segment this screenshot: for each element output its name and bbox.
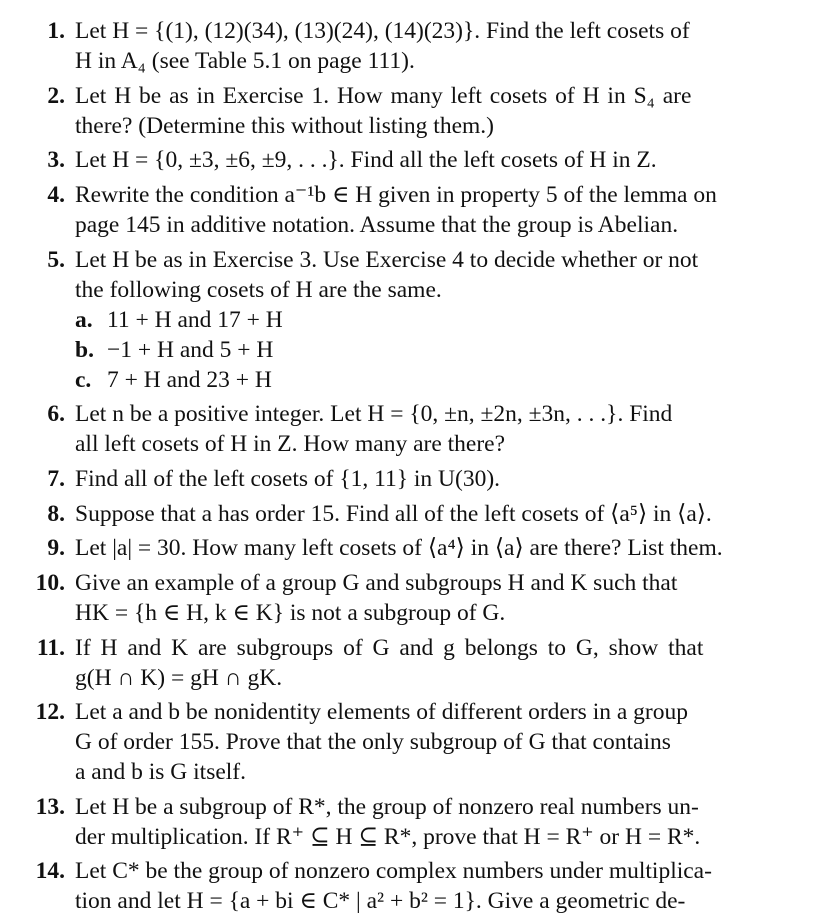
exercise-text-line: a and b is G itself.: [75, 759, 246, 785]
exercise-text-line: page 145 in additive notation. Assume that the group is Abelian.: [75, 212, 679, 238]
exercise-text-line: Rewrite the condition a⁻¹b ∈ H given in property 5 of the lemma on: [75, 182, 717, 208]
exercise-text-line: Give an example of a group G and subgroups H and K such that: [75, 570, 678, 596]
part-text: 11 + H and 17 + H: [107, 307, 283, 333]
exercise-text-line: Let C* be the group of nonzero complex numbers under multiplica-: [75, 858, 712, 884]
exercise-text-line: H in A₄ (see Table 5.1 on page 111).: [75, 48, 415, 74]
exercise-5-part-a: [75, 305, 735, 335]
exercise-number: 4.: [47, 182, 65, 208]
exercise-text-line: Suppose that a has order 15. Find all of the left cosets of ⟨a⁵⟩ in ⟨a⟩.: [75, 501, 712, 527]
exercise-text-line: Let H = {0, ±3, ±6, ±9, . . .}. Find all the left cosets of H in Z.: [75, 147, 657, 173]
exercise-number: 10.: [35, 570, 65, 596]
exercise-number: 8.: [47, 501, 65, 527]
part-label: a.: [75, 307, 93, 333]
exercise-number: 12.: [35, 699, 65, 725]
exercise-text-line: Let a and b be nonidentity elements of different orders in a group: [75, 699, 688, 725]
part-label: b.: [75, 337, 94, 363]
exercise-text-line: the following cosets of H are the same.: [75, 277, 442, 303]
exercise-text-line: g(H ∩ K) = gH ∩ gK.: [75, 665, 283, 691]
exercise-number: 9.: [47, 535, 65, 561]
exercise-text-line: Let |a| = 30. How many left cosets of ⟨a⁴⟩ in ⟨a⟩ are there? List them.: [75, 535, 723, 561]
exercise-text-line: Let n be a positive integer. Let H = {0, ±n, ±2n, ±3n, . . .}. Find: [75, 401, 673, 427]
exercise-number: 13.: [35, 794, 65, 820]
exercise-number: 5.: [47, 247, 65, 273]
exercise-text-line: Find all of the left cosets of {1, 11} in U(30).: [75, 466, 501, 492]
exercise-text-line: Let H be a subgroup of R*, the group of nonzero real numbers un-: [75, 794, 699, 820]
part-text: −1 + H and 5 + H: [107, 337, 274, 363]
exercise-number: 11.: [36, 635, 65, 661]
exercise-number: 14.: [35, 858, 65, 884]
exercise-5-part-c: [75, 365, 735, 395]
exercise-number: 6.: [47, 401, 65, 427]
exercise-text-line: G of order 155. Prove that the only subgroup of G that contains: [75, 729, 671, 755]
exercise-text-line: der multiplication. If R⁺ ⊆ H ⊆ R*, prove that H = R⁺ or H = R*.: [75, 824, 701, 850]
exercise-text-line: If H and K are subgroups of G and g belongs to G, show that: [75, 635, 704, 661]
exercise-number: 1.: [47, 18, 65, 44]
exercise-number: 3.: [47, 147, 65, 173]
exercise-text-line: tion and let H = {a + bi ∈ C* | a² + b² = 1}. Give a geometric de-: [75, 888, 686, 914]
exercise-text-line: Let H = {(1), (12)(34), (13)(24), (14)(23)}. Find the left cosets of: [75, 18, 690, 44]
exercise-text-line: HK = {h ∈ H, k ∈ K} is not a subgroup of G.: [75, 600, 506, 626]
exercise-5-part-b: [75, 335, 735, 365]
exercise-number: 2.: [47, 83, 65, 109]
exercise-text-line: Let H be as in Exercise 3. Use Exercise 4 to decide whether or not: [75, 247, 699, 273]
exercise-text-line: there? (Determine this without listing them.): [75, 113, 494, 139]
exercise-text-line: Let H be as in Exercise 1. How many left cosets of H in S₄ are: [75, 83, 692, 109]
exercise-text-line: all left cosets of H in Z. How many are there?: [75, 431, 506, 457]
part-text: 7 + H and 23 + H: [107, 367, 272, 393]
part-label: c.: [75, 367, 92, 393]
exercise-number: 7.: [47, 466, 65, 492]
